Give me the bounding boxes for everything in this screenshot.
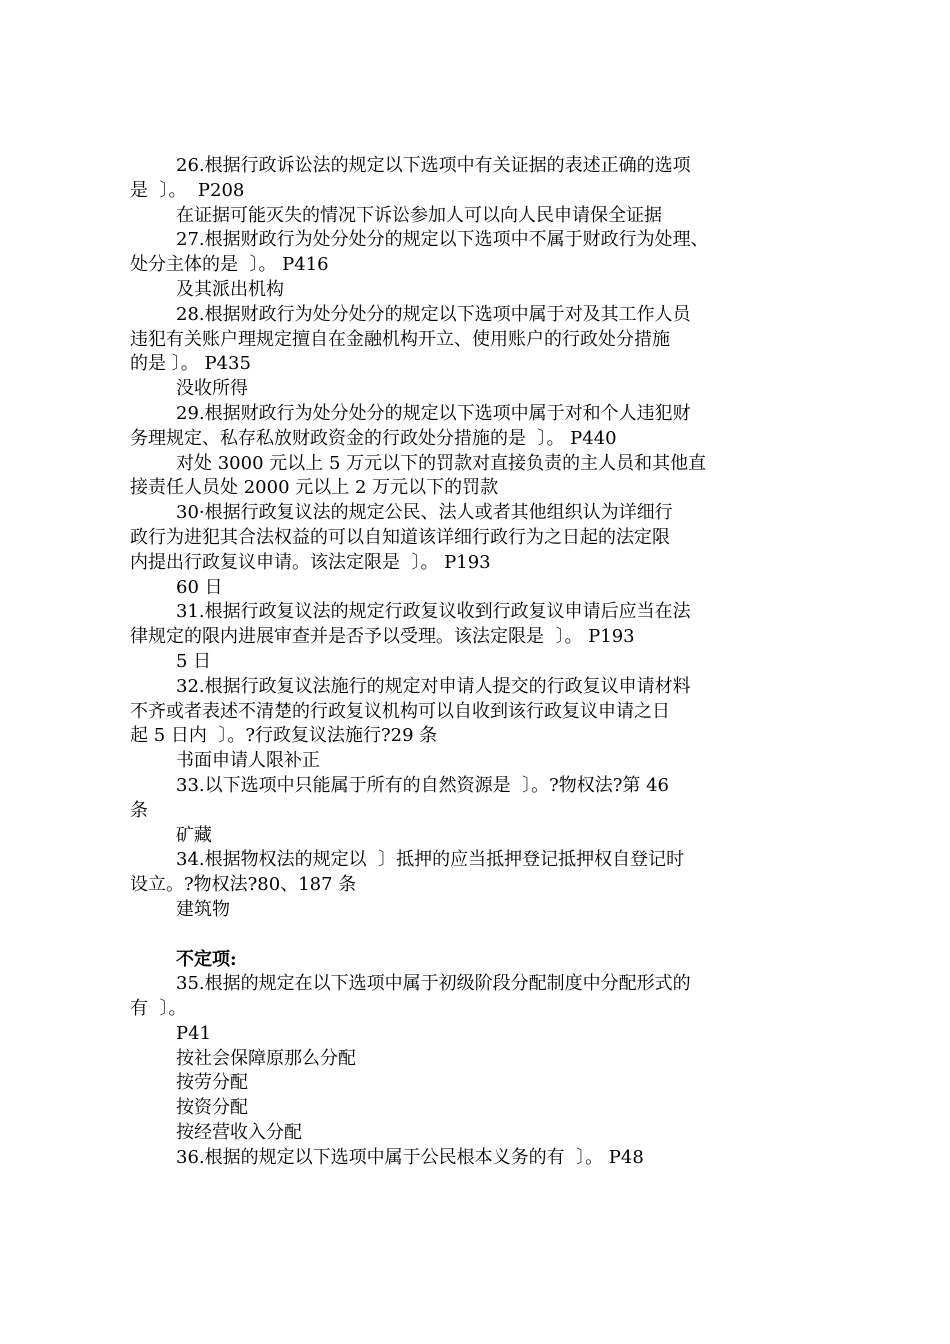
section-heading: 不定项: (176, 948, 237, 970)
text-line: 30·根据行政复议法的规定公民、法人或者其他组织认为详细行 (176, 502, 673, 524)
text-line: 26.根据行政诉讼法的规定以下选项中有关证据的表述正确的选项 (176, 155, 691, 176)
text-line: 不齐或者表述不清楚的行政复议机构可以自收到该行政复议申请之日 (130, 700, 670, 722)
text-line: 36.根据的规定以下选项中属于公民根本义务的有 〕。 P48 (176, 1146, 644, 1168)
text-line (130, 923, 820, 948)
text-line: 政行为进犯其合法权益的可以自知道该详细行政行为之日起的法定限 (130, 526, 670, 548)
text-line: 没收所得 (176, 378, 248, 400)
text-line: 5 日 (176, 650, 212, 672)
text-line: 务理规定、私存私放财政资金的行政处分措施的是 〕。 P440 (130, 427, 617, 449)
text-line: 按社会保障原那么分配 (176, 1047, 356, 1069)
text-line: 32.根据行政复议法施行的规定对申请人提交的行政复议申请材料 (176, 675, 691, 697)
text-line: 条 (130, 799, 148, 821)
text-line: 在证据可能灭失的情况下诉讼参加人可以向人民申请保全证据 (176, 204, 662, 226)
text-line: 28.根据财政行为处分处分的规定以下选项中属于对及其工作人员 (176, 303, 691, 325)
text-line: 的是 〕。 P435 (130, 353, 251, 375)
text-line: 34.根据物权法的规定以 〕抵押的应当抵押登记抵押权自登记时 (176, 849, 685, 871)
text-line: P41 (176, 1022, 212, 1044)
text-line: 对处 3000 元以上 5 万元以下的罚款对直接负责的主人员和其他直 (176, 452, 707, 474)
text-line: 60 日 (176, 576, 223, 598)
text-line: 按经营收入分配 (176, 1122, 302, 1144)
text-line: 29.根据财政行为处分处分的规定以下选项中属于对和个人违犯财 (176, 402, 691, 424)
text-line: 矿藏 (176, 824, 212, 846)
text-line: 建筑物 (176, 898, 230, 920)
text-line: 违犯有关账户理规定擅自在金融机构开立、使用账户的行政处分措施 (130, 328, 670, 350)
text-line: 按资分配 (176, 1097, 248, 1119)
text-line: 有 〕。 (130, 998, 187, 1020)
text-line: 27.根据财政行为处分处分的规定以下选项中不属于财政行为处理、 (176, 229, 709, 251)
text-line: 33.以下选项中只能属于所有的自然资源是 〕。?物权法?第 46 (176, 774, 669, 796)
text-line: 按劳分配 (176, 1072, 248, 1094)
text-line: 是 〕。 P208 (130, 179, 245, 201)
text-line: 设立。?物权法?80、187 条 (130, 874, 357, 896)
text-line: 书面申请人限补正 (176, 750, 320, 772)
text-line: 起 5 日内 〕。?行政复议法施行?29 条 (130, 725, 438, 747)
text-line: 35.根据的规定在以下选项中属于初级阶段分配制度中分配形式的 (176, 973, 691, 995)
text-line: 及其派出机构 (176, 278, 284, 300)
text-line: 律规定的限内进展审查并是否予以受理。该法定限是 〕。 P193 (130, 626, 635, 648)
question-text-block (130, 154, 820, 1171)
text-line: 处分主体的是 〕。 P416 (130, 254, 329, 276)
text-line: 接责任人员处 2000 元以上 2 万元以下的罚款 (130, 477, 499, 499)
text-line: 31.根据行政复议法的规定行政复议收到行政复议申请后应当在法 (176, 601, 691, 623)
text-line: 内提出行政复议申请。该法定限是 〕。 P193 (130, 551, 491, 573)
